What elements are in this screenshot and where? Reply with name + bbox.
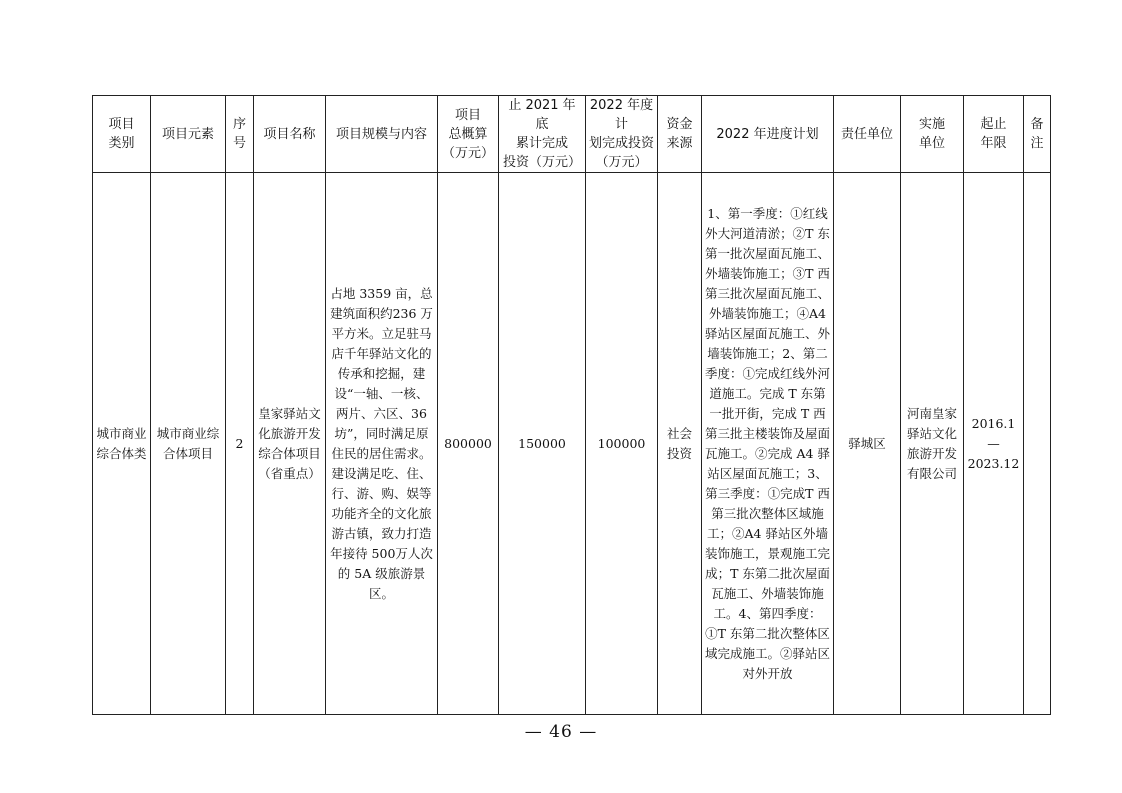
- cell-plan-2022: 100000: [586, 173, 658, 715]
- project-table: [92, 95, 1051, 715]
- header-element: 项目元素: [151, 96, 226, 173]
- cell-source: 社会投资: [658, 173, 702, 715]
- cell-cumulative: 150000: [499, 173, 586, 715]
- cell-total: 800000: [438, 173, 499, 715]
- page-number: — 46 —: [524, 722, 598, 742]
- header-note: 备 注: [1024, 96, 1051, 173]
- header-scale: 项目规模与内容: [326, 96, 438, 173]
- header-implementer: 实施 单位: [901, 96, 964, 173]
- cell-element: 城市商业综合体项目: [151, 173, 226, 715]
- header-plan-2022: 2022 年度计 划完成投资 （万元）: [586, 96, 658, 173]
- cell-responsible: 驿城区: [834, 173, 901, 715]
- cell-seq: 2: [226, 173, 254, 715]
- header-category: 项目 类别: [93, 96, 151, 173]
- cell-name: 皇家驿站文化旅游开发综合体项目（省重点）: [254, 173, 326, 715]
- header-name: 项目名称: [254, 96, 326, 173]
- cell-period: 2016.1—2023.12: [964, 173, 1024, 715]
- header-row: [93, 96, 1051, 173]
- header-source: 资金 来源: [658, 96, 702, 173]
- table-row: [93, 173, 1051, 715]
- cell-implementer: 河南皇家驿站文化旅游开发有限公司: [901, 173, 964, 715]
- header-cumulative: 止 2021 年底 累计完成 投资（万元）: [499, 96, 586, 173]
- header-total: 项目 总概算 （万元）: [438, 96, 499, 173]
- cell-scale: 占地 3359 亩，总建筑面积约236 万平方米。立足驻马店千年驿站文化的传承和挖掘，建设“一轴、一核、两片、六区、36 坊”，同时满足原住民的居住需求。建设满足吃、住、行、游、购、娱等功能齐全的文化旅游古镇，致力打造年接待 500万人次的 5A 级旅游景区。: [326, 173, 438, 715]
- header-progress: 2022 年进度计划: [702, 96, 834, 173]
- cell-progress: 1、第一季度：①红线外大河道清淤；②T 东第一批次屋面瓦施工、外墙装饰施工；③T 西第三批次屋面瓦施工、外墙装饰施工；④A4 驿站区屋面瓦施工、外墙装饰施工；2、第二季度：①完成红线外河道施工。完成 T 东第一批开街，完成 T 西第三批主楼装饰及屋面瓦施工。②完成 A4 驿站区屋面瓦施工；3、第三季度：①完成T 西第三批次整体区域施工；②A4 驿站区外墙装饰施工，景观施工完成；T 东第二批次屋面瓦施工、外墙装饰施工。4、第四季度：①T 东第二批次整体区域完成施工。②驿站区对外开放: [702, 173, 834, 715]
- cell-category: 城市商业综合体类: [93, 173, 151, 715]
- header-seq: 序号: [226, 96, 254, 173]
- header-period: 起止 年限: [964, 96, 1024, 173]
- cell-note: [1024, 173, 1051, 715]
- header-responsible: 责任单位: [834, 96, 901, 173]
